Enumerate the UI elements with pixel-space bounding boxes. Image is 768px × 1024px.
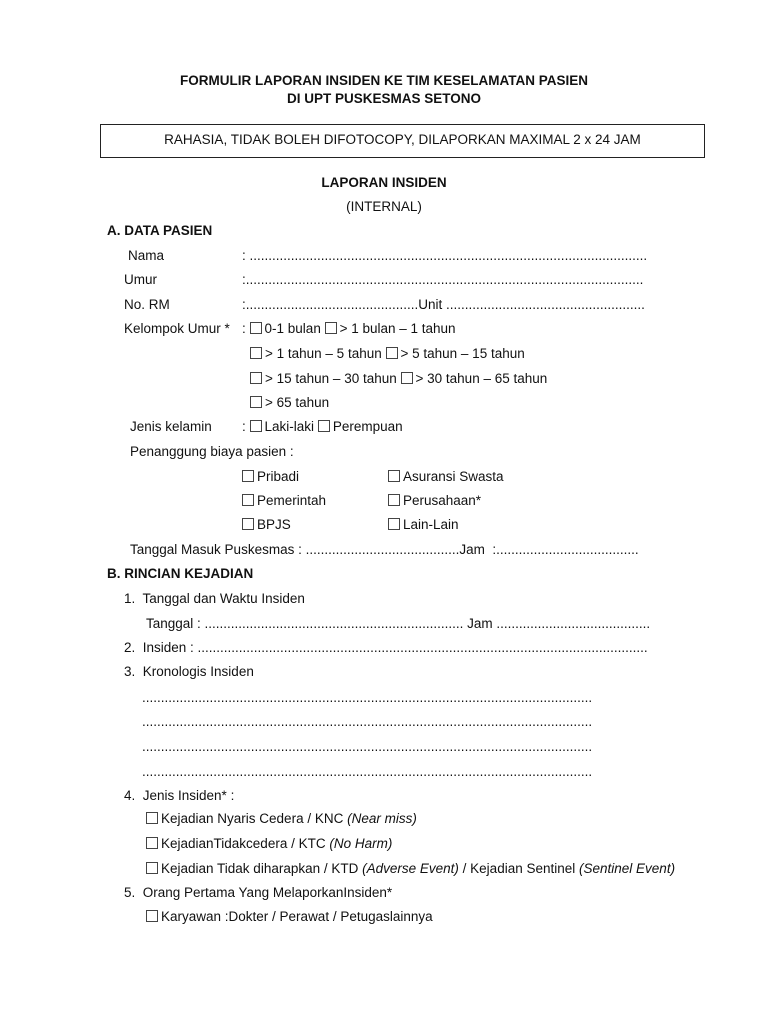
checkbox[interactable] bbox=[250, 322, 262, 334]
pelapor-option: Karyawan :Dokter / Perawat / Petugaslainnya bbox=[146, 908, 433, 926]
report-type: (INTERNAL) bbox=[346, 199, 422, 214]
kelompok-umur-options-4: > 65 tahun bbox=[250, 394, 329, 412]
nama-label: Nama bbox=[128, 248, 165, 263]
biaya-option: BPJS bbox=[242, 516, 291, 534]
checkbox[interactable] bbox=[325, 322, 337, 334]
item-3-label: 3. Kronologis Insiden bbox=[124, 664, 254, 679]
jenis-insiden-option: KejadianTidakcedera / KTC (No Harm) bbox=[146, 835, 392, 853]
penanggung-biaya-label: Penanggung biaya pasien : bbox=[130, 444, 294, 459]
checkbox[interactable] bbox=[146, 837, 158, 849]
checkbox[interactable] bbox=[388, 518, 400, 530]
umur-label: Umur bbox=[124, 272, 157, 287]
umur-field[interactable]: :.......................................................................................................... bbox=[242, 272, 644, 287]
checkbox[interactable] bbox=[250, 347, 262, 359]
jenis-kelamin-options: : Laki-laki Perempuan bbox=[242, 419, 403, 434]
item-1-label: 1. Tanggal dan Waktu Insiden bbox=[124, 591, 305, 606]
report-title: LAPORAN INSIDEN bbox=[321, 175, 447, 190]
jenis-insiden-option: Kejadian Tidak diharapkan / KTD (Adverse Event) / Kejadian Sentinel (Sentinel Event) bbox=[146, 860, 675, 878]
biaya-option: Pemerintah bbox=[242, 492, 326, 510]
checkbox[interactable] bbox=[401, 372, 413, 384]
confidential-notice: RAHASIA, TIDAK BOLEH DIFOTOCOPY, DILAPORKAN MAXIMAL 2 x 24 JAM bbox=[164, 132, 641, 147]
checkbox[interactable] bbox=[386, 347, 398, 359]
item-4-label: 4. Jenis Insiden* : bbox=[124, 788, 235, 803]
checkbox[interactable] bbox=[388, 470, 400, 482]
kelompok-umur-options-3: > 15 tahun – 30 tahun > 30 tahun – 65 tahun bbox=[250, 370, 547, 388]
checkbox[interactable] bbox=[250, 420, 262, 432]
insiden-field[interactable]: 2. Insiden : ........................................................................................................................ bbox=[124, 640, 648, 655]
kronologis-line[interactable]: ........................................................................................................................ bbox=[142, 739, 593, 754]
checkbox[interactable] bbox=[250, 372, 262, 384]
confidential-notice-box bbox=[100, 124, 705, 158]
checkbox[interactable] bbox=[242, 470, 254, 482]
biaya-option: Asuransi Swasta bbox=[388, 468, 504, 486]
kelompok-umur-label: Kelompok Umur * bbox=[124, 321, 230, 336]
kelompok-umur-options-1: : 0-1 bulan > 1 bulan – 1 tahun bbox=[242, 321, 456, 336]
form-title: FORMULIR LAPORAN INSIDEN KE TIM KESELAMATAN PASIEN bbox=[180, 73, 588, 88]
kelompok-umur-options-2: > 1 tahun – 5 tahun > 5 tahun – 15 tahun bbox=[250, 345, 525, 363]
biaya-option: Lain-Lain bbox=[388, 516, 459, 534]
biaya-option: Pribadi bbox=[242, 468, 299, 486]
tanggal-jam-field[interactable]: Tanggal : ..................................................................... Jam ......................................... bbox=[146, 616, 651, 631]
kronologis-line[interactable]: ........................................................................................................................ bbox=[142, 690, 593, 705]
kronologis-line[interactable]: ........................................................................................................................ bbox=[142, 764, 593, 779]
kronologis-line[interactable]: ........................................................................................................................ bbox=[142, 714, 593, 729]
checkbox[interactable] bbox=[242, 518, 254, 530]
checkbox[interactable] bbox=[250, 396, 262, 408]
jenis-kelamin-label: Jenis kelamin bbox=[130, 419, 212, 434]
checkbox[interactable] bbox=[146, 910, 158, 922]
rm-unit-field[interactable]: :..............................................Unit ..................................................... bbox=[242, 297, 645, 312]
biaya-option: Perusahaan* bbox=[388, 492, 481, 510]
tanggal-masuk-field[interactable]: Tanggal Masuk Puskesmas : .........................................Jam :...................................... bbox=[130, 542, 639, 557]
jenis-insiden-option: Kejadian Nyaris Cedera / KNC (Near miss) bbox=[146, 810, 417, 828]
nama-field[interactable]: : .......................................................................................................... bbox=[242, 248, 648, 263]
checkbox[interactable] bbox=[242, 494, 254, 506]
checkbox[interactable] bbox=[146, 862, 158, 874]
item-5-label: 5. Orang Pertama Yang MelaporkanInsiden* bbox=[124, 885, 393, 900]
section-b-heading: B. RINCIAN KEJADIAN bbox=[107, 566, 254, 581]
checkbox[interactable] bbox=[388, 494, 400, 506]
checkbox[interactable] bbox=[146, 812, 158, 824]
rm-label: No. RM bbox=[124, 297, 170, 312]
checkbox[interactable] bbox=[318, 420, 330, 432]
section-a-heading: A. DATA PASIEN bbox=[107, 223, 213, 238]
form-title-sub: DI UPT PUSKESMAS SETONO bbox=[286, 91, 482, 106]
